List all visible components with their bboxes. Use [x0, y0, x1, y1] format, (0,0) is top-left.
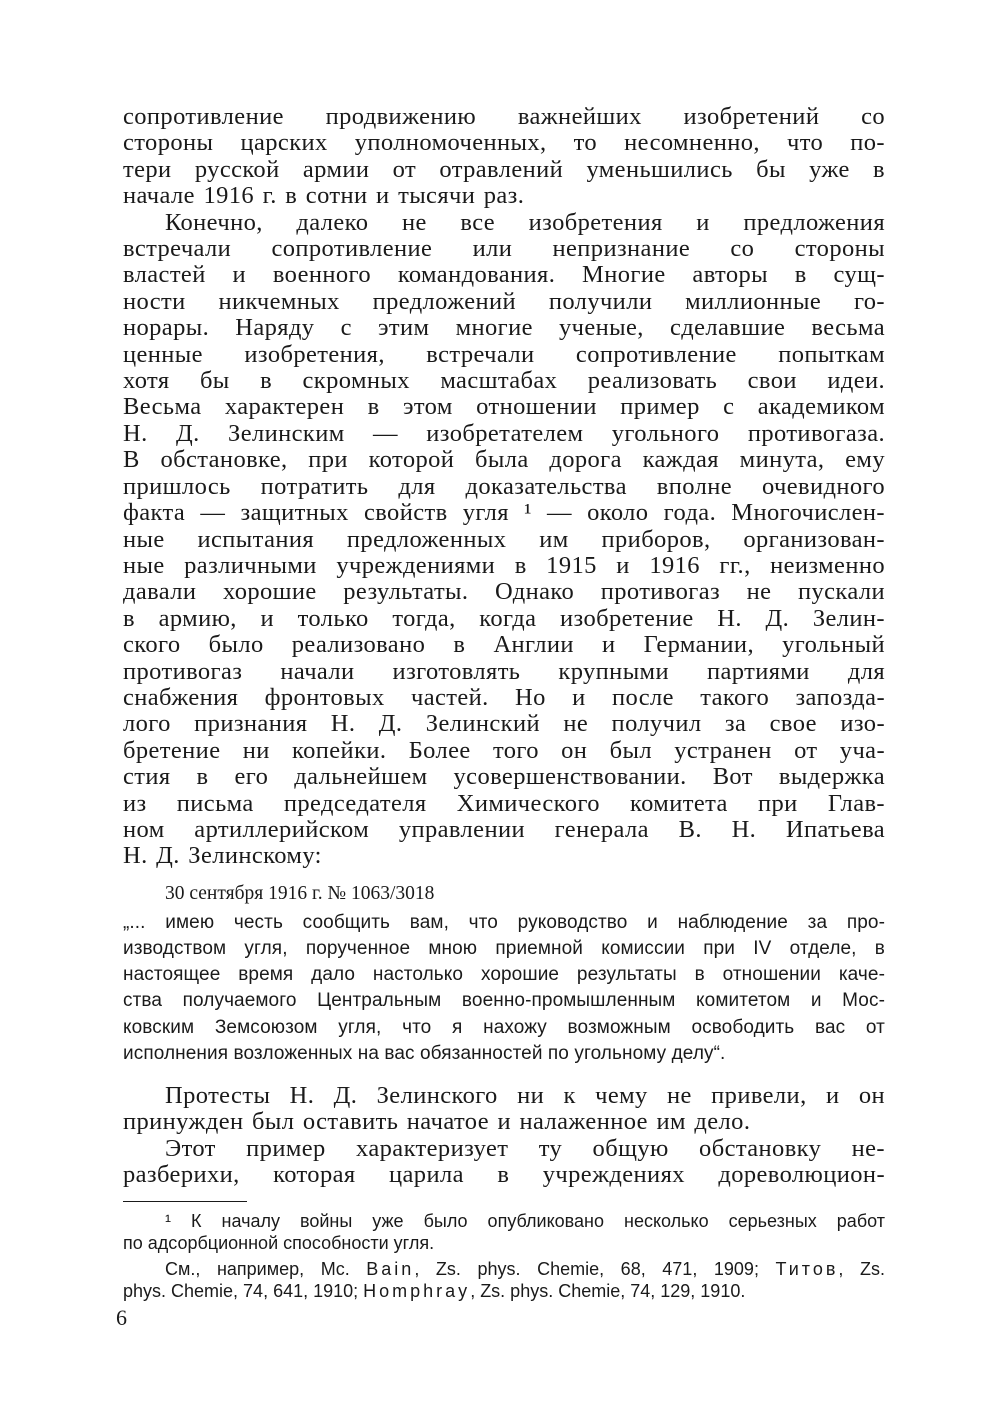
text-line: из письма председателя Химического комитета при Глав-	[123, 789, 885, 817]
text-line: Н. Д. Зелинскому:	[123, 842, 322, 870]
text-line: ского было реализовано в Англии и Германии, угольный	[123, 631, 885, 659]
text-line: принужден был оставить начатое и налаженное им дело.	[123, 1108, 751, 1136]
quote-line: изводством угля, порученное мною приемной комиссии при IV отделе, в	[123, 937, 885, 959]
text-line: сопротивление продвижению важнейших изобретений со	[123, 103, 885, 130]
quote-line: ства получаемого Центральным военно-промышленным комитетом и Мос-	[123, 990, 885, 1012]
text-line: разберихи, которая царила в учреждениях дореволюцион-	[123, 1161, 885, 1189]
text-line: ценные изобретения, встречали сопротивление попыткам	[123, 340, 885, 368]
footnote-text: , Zs. phys. Chemie, 74, 129, 1910.	[470, 1280, 746, 1301]
footnote-line: ¹ К началу войны уже было опубликовано несколько серьезных работ	[165, 1210, 885, 1231]
text-line: хотя бы в скромных масштабах реализовать свои идеи.	[123, 367, 885, 395]
text-line: стороны царских уполномоченных, то несомненно, что по-	[123, 129, 885, 157]
author-name: Homphray	[363, 1280, 471, 1301]
author-name: Bain	[366, 1258, 415, 1279]
footnote-line	[123, 1280, 885, 1302]
text-line: факта — защитных свойств угля ¹ — около года. Многочислен-	[123, 499, 885, 527]
text-line: Конечно, далеко не все изобретения и предложения	[165, 208, 885, 236]
text-line: ные испытания предложенных им приборов, организован-	[123, 525, 885, 553]
page-number: 6	[116, 1305, 127, 1330]
paragraph-2	[123, 210, 885, 870]
text-line: давали хорошие результаты. Однако противогаз не пускали	[123, 578, 885, 606]
text-line: в армию, и только тогда, когда изобретение Н. Д. Зелин-	[123, 604, 885, 632]
paragraph-1	[123, 104, 885, 210]
text-line: ном артиллерийском управлении генерала В. Н. Ипатьева	[123, 815, 885, 843]
footnote-1	[123, 1210, 885, 1254]
text-line: противогаз начали изготовлять крупными партиями для	[123, 657, 885, 685]
paragraph-3	[123, 1083, 885, 1136]
paragraph-4	[123, 1136, 885, 1189]
text-line: ности никчемных предложений получили миллионные го-	[123, 287, 885, 315]
footnote-text: , Zs. phys. Chemie, 68, 471, 1909;	[414, 1258, 776, 1279]
quote-line: ковским Земсоюзом угля, что я нахожу возможным освободить вас от	[123, 1016, 885, 1038]
footnote-text: См., например, Mc.	[165, 1258, 367, 1279]
text-line: ные различными учреждениями в 1915 и 1916 гг., неизменно	[123, 551, 885, 579]
quote-line: „... имею честь сообщить вам, что руководство и наблюдение за про-	[123, 911, 885, 933]
text-line: властей и военного командования. Многие авторы в сущ-	[123, 261, 885, 289]
author-name: Титов	[775, 1258, 839, 1279]
quote-line: исполнения возложенных на вас обязанностей по угольному делу“.	[123, 1042, 726, 1064]
text-line: бретение ни копейки. Более того он был устранен от уча-	[123, 736, 885, 764]
text-line: стия в его дальнейшем усовершенствовании. Вот выдержка	[123, 763, 885, 791]
text-line: Весьма характерен в этом отношении пример с академиком	[123, 393, 885, 421]
footnote-line: по адсорбционной способности угля.	[123, 1232, 435, 1253]
quote-line: настоящее время дало настолько хорошие результаты в отношении каче-	[123, 964, 885, 986]
text-line: Протесты Н. Д. Зелинского ни к чему не привели, и он	[165, 1082, 885, 1109]
footnote-line	[123, 1258, 885, 1280]
text-line: В обстановке, при которой была дорога каждая минута, ему	[123, 446, 885, 474]
text-line: встречали сопротивление или непризнание со стороны	[123, 235, 885, 263]
text-line: лого признания Н. Д. Зелинский не получил за свое изо-	[123, 710, 885, 738]
footnote-divider	[123, 1201, 247, 1202]
letter-quote	[123, 910, 885, 1067]
page-body	[123, 104, 885, 1302]
text-line: пришлось потратить для доказательства вполне очевидного	[123, 472, 885, 500]
footnote-2	[123, 1258, 885, 1302]
footnote-text: phys. Chemie, 74, 641, 1910;	[123, 1280, 364, 1301]
footnote-text: , Zs.	[838, 1258, 885, 1279]
text-line: норары. Наряду с этим многие ученые, сделавшие весьма	[123, 314, 885, 342]
text-line: тери русской армии от отравлений уменьшились бы уже в	[123, 155, 885, 183]
text-line: снабжения фронтовых частей. Но и после такого запозда-	[123, 683, 885, 711]
letter-date: 30 сентября 1916 г. № 1063/3018	[165, 882, 435, 904]
text-line: Этот пример характеризует ту общую обстановку не-	[165, 1134, 885, 1162]
text-line: Н. Д. Зелинским — изобретателем угольного противогаза.	[123, 419, 885, 447]
text-line: начале 1916 г. в сотни и тысячи раз.	[123, 182, 525, 210]
